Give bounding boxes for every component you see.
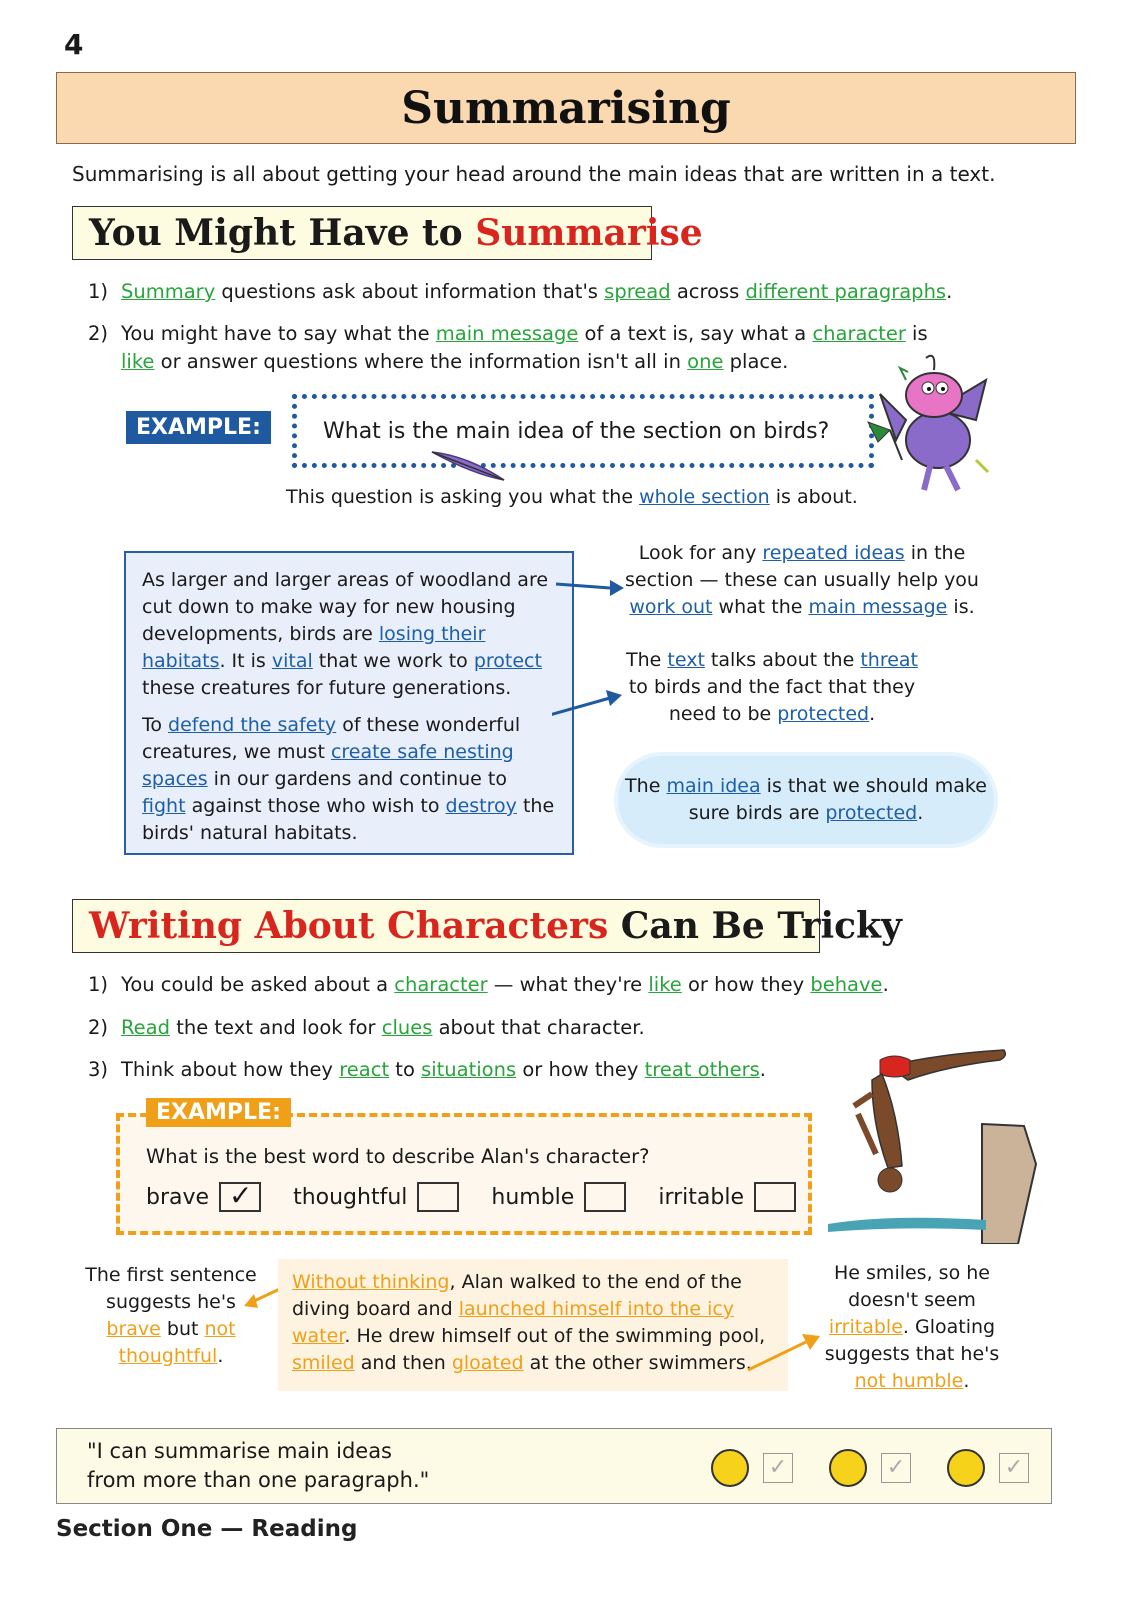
example-question: What is the best word to describe Alan's character?	[146, 1145, 650, 1168]
checkbox-thoughtful[interactable]	[417, 1182, 459, 1212]
self-assessment-box	[56, 1428, 1052, 1504]
very-happy-face-icon	[947, 1449, 985, 1487]
choice-humble: humble	[491, 1182, 626, 1212]
choice-thoughtful: thoughtful	[293, 1182, 459, 1212]
section-heading-summarise	[72, 206, 703, 260]
feather-icon	[428, 446, 508, 486]
example-question: What is the main idea of the section on birds?	[323, 418, 830, 444]
heading-highlight: Writing About Characters	[89, 905, 609, 947]
example-badge: EXAMPLE:	[146, 1098, 291, 1127]
passage-alan: Without thinking, Alan walked to the end of the diving board and launched himself into the icy water. He drew himself out of the swimming pool, smiled and then gloated at the other swimmers.	[278, 1259, 788, 1391]
choice-brave: brave ✓	[146, 1182, 261, 1212]
checkbox-irritable[interactable]	[754, 1182, 796, 1212]
checkbox-humble[interactable]	[584, 1182, 626, 1212]
note-irritable: He smiles, so he doesn't seem irritable. Gloating suggests that he's not humble.	[824, 1262, 1000, 1392]
diver-illustration-icon	[828, 1034, 1048, 1244]
passage-paragraph: As larger and larger areas of woodland are cut down to make way for new housing developments, birds are losing their habitats. It is vital that we work to protect these creatures for future generations.	[142, 569, 549, 699]
checkbox-very-happy[interactable]: ✓	[999, 1453, 1029, 1483]
choice-row	[146, 1179, 796, 1212]
intro-text: Summarising is all about getting your head around the main ideas that are written in a text.	[72, 162, 996, 186]
note-brave: The first sentence suggests he's brave but not thoughtful.	[85, 1264, 257, 1367]
page-title: Summarising	[401, 82, 731, 134]
note-threat: The text talks about the threat to birds and the fact that they need to be protected.	[626, 649, 918, 725]
checkbox-brave[interactable]	[219, 1179, 261, 1212]
title-banner	[56, 72, 1076, 144]
checkbox-unsure[interactable]: ✓	[763, 1453, 793, 1483]
list-item: 2) You might have to say what the main message of a text is, say what a character is like or answer questions where the information isn't all in one place.	[88, 322, 928, 373]
page-number: 4	[64, 28, 84, 61]
heading-plain: Can Be Tricky	[608, 905, 902, 947]
choice-irritable: irritable	[658, 1182, 796, 1212]
example-question-box	[292, 394, 874, 468]
arrow-icon	[744, 1330, 824, 1380]
note-repeated-ideas: Look for any repeated ideas in the section — these can usually help you work out what the main message is.	[625, 542, 979, 618]
passage-birds	[124, 551, 574, 855]
list-item: 1) You could be asked about a character — what they're like or how they behave.	[88, 973, 889, 996]
section-footer-label: Section One — Reading	[56, 1516, 358, 1542]
self-assessment-statement: "I can summarise main ideas from more than one paragraph."	[87, 1439, 430, 1492]
checkbox-happy[interactable]: ✓	[881, 1453, 911, 1483]
list-item: 1) Summary questions ask about information that's spread across different paragraphs.	[88, 280, 953, 303]
example-badge: EXAMPLE:	[126, 411, 271, 444]
list-item: 3) Think about how they react to situations or how they treat others.	[88, 1058, 766, 1081]
example-choice-box	[116, 1113, 812, 1235]
unsure-face-icon	[711, 1449, 749, 1487]
tick-icon: ✓	[229, 1179, 253, 1212]
passage-paragraph: To defend the safety of these wonderful creatures, we must create safe nesting spaces in our gardens and continue to fight against those who wish to destroy the birds' natural habitats.	[142, 714, 555, 844]
bird-illustration-icon	[866, 350, 1006, 500]
heading-plain: You Might Have to	[89, 212, 476, 254]
main-idea-cloud: The main idea is that we should make sure birds are protected.	[618, 756, 994, 844]
example-note: This question is asking you what the whole section is about.	[286, 486, 858, 508]
list-item: 2) Read the text and look for clues about that character.	[88, 1016, 645, 1039]
heading-highlight: Summarise	[475, 212, 703, 254]
happy-face-icon	[829, 1449, 867, 1487]
section-heading-characters	[72, 899, 902, 953]
